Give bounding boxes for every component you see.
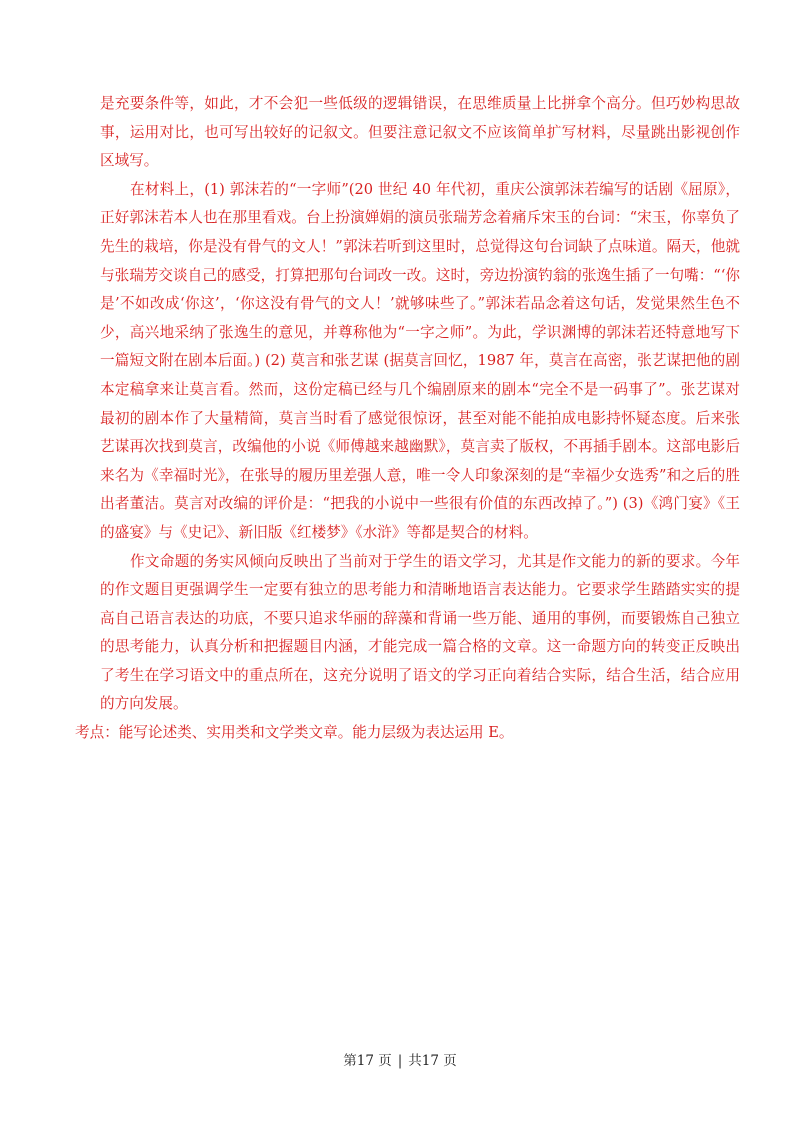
page-number-total: 共17 页 bbox=[408, 1053, 457, 1069]
page-number-current: 第17 页 bbox=[343, 1053, 392, 1069]
answer-analysis-body bbox=[75, 90, 740, 748]
paragraph-topic-trend: 作文命题的务实风倾向反映出了当前对于学生的语文学习，尤其是作文能力的新的要求。今年的作文题目更强调学生一定要有独立的思考能力和清晰地语言表达能力。它要求学生踏踏实实的提高自己语言表达的功底，不要只追求华丽的辞藻和背诵一些万能、通用的事例，而要锻炼自己独立的思考能力，认真分析和把握题目内涵，才能完成一篇合格的文章。这一命题方向的转变正反映出了考生在学习语文中的重点所在，这充分说明了语文的学习正向着结合实际，结合生活，结合应用的方向发展。 bbox=[100, 552, 740, 713]
paragraph-material-examples: 在材料上，(1) 郭沫若的“一字师”(20 世纪 40 年代初，重庆公演郭沫若编写的话剧《屈原》，正好郭沫若本人也在那里看戏。台上扮演婵娟的演员张瑞芳念着痛斥宋玉的台词：“宋玉，你辜负了先生的栽培，你是没有骨气的文人！”郭沫若听到这里时，总觉得这句台词缺了点味道。隔天，他就与张瑞芳交谈自己的感受，打算把那句台词改一改。这时，旁边扮演钓翁的张逸生插了一句嘴：“‘你是’不如改成‘你这’，‘你这没有骨气的文人！’就够味些了。”郭沫若品念着这句话，发觉果然生色不少，高兴地采纳了张逸生的意见，并尊称他为“一字之师”。为此，学识渊博的郭沫若还特意地写下一篇短文附在剧本后面。) (2) 莫言和张艺谋 (据莫言回忆，1987 年，莫言在高密，张艺谋把他的剧本定稿拿来让莫言看。然而，这份定稿已经与几个编剧原来的剧本“完全不是一码事了”。张艺谋对最初的剧本作了大量精简，莫言当时看了感觉很惊讶，甚至对能不能拍成电影持怀疑态度。后来张艺谋再次找到莫言，改编他的小说《师傅越来越幽默》，莫言卖了版权，不再插手剧本。这部电影后来名为《幸福时光》，在张导的履历里差强人意，唯一令人印象深刻的是“幸福少女选秀”和之后的胜出者董洁。莫言对改编的评价是：“把我的小说中一些很有价值的东西改掉了。”) (3)《鸿门宴》《王的盛宴》与《史记》、新旧版《红楼梦》《水浒》等都是契合的材料。 bbox=[100, 180, 740, 541]
paragraph-writing-tips: 是充要条件等，如此，才不会犯一些低级的逻辑错误，在思维质量上比拼拿个高分。但巧妙构思故事，运用对比，也可写出较好的记叙文。但要注意记叙文不应该简单扩写材料，尽量跳出影视创作区域写。 bbox=[100, 95, 740, 170]
footer-separator: | bbox=[397, 1053, 403, 1069]
page-footer bbox=[0, 1049, 800, 1069]
paragraph-exam-point: 考点：能写论述类、实用类和文学类文章。能力层级为表达运用 E。 bbox=[75, 724, 514, 742]
